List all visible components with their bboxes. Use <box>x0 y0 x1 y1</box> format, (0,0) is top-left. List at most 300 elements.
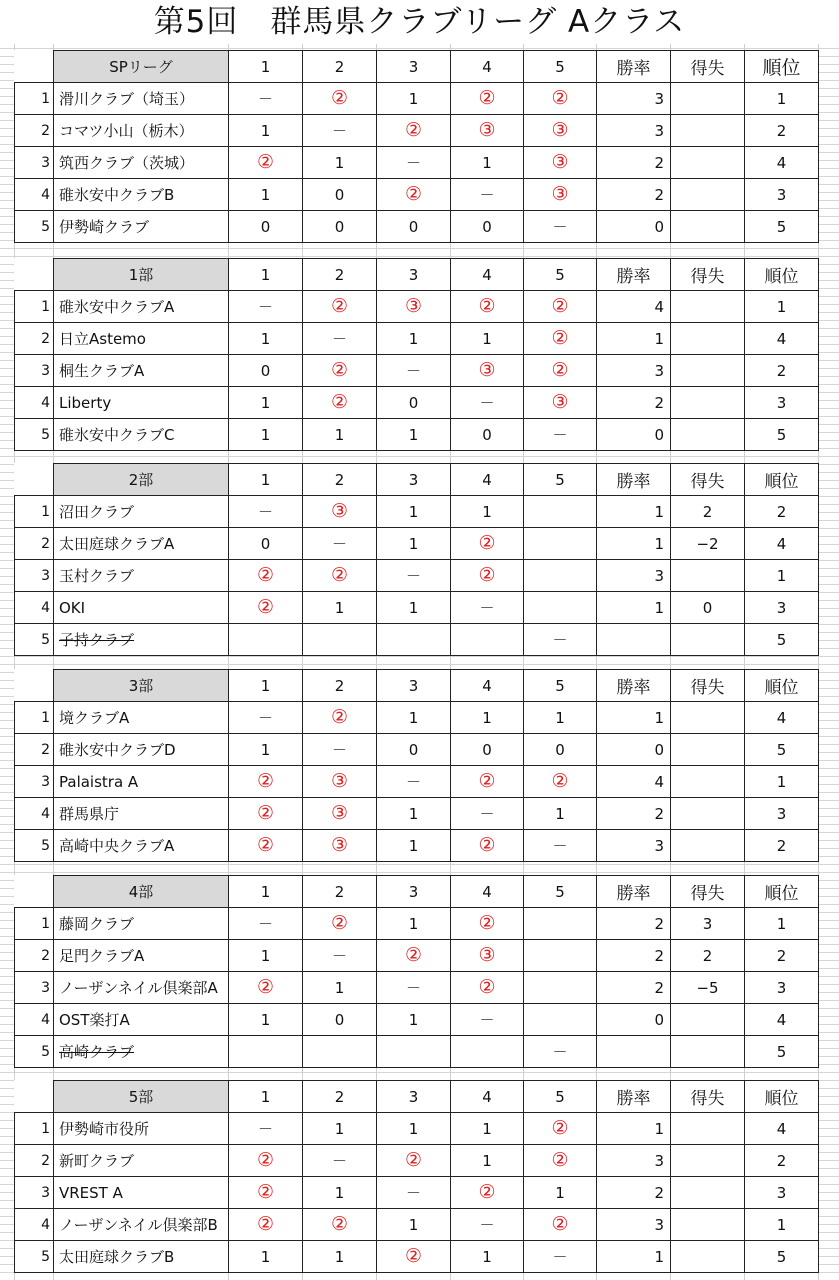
header-opponent-4: 4 <box>451 876 524 908</box>
match-result-value: ② <box>330 87 349 109</box>
score-diff <box>671 1113 745 1145</box>
row-number: 5 <box>15 211 54 243</box>
win-rate: 1 <box>597 496 671 528</box>
match-result <box>229 830 303 862</box>
match-result <box>229 1036 303 1068</box>
match-result <box>229 1113 303 1145</box>
match-result-value: 1 <box>408 914 419 933</box>
team-name <box>54 355 229 387</box>
score-diff <box>671 419 745 451</box>
rank: 1 <box>745 291 819 323</box>
match-result-value: 0 <box>408 393 419 412</box>
header-score-diff: 得失 <box>671 464 745 496</box>
match-result <box>451 940 524 972</box>
rank: 5 <box>745 734 819 766</box>
match-result-value: ② <box>478 976 496 998</box>
header-opponent-2: 2 <box>303 670 377 702</box>
team-name <box>54 830 229 862</box>
match-result <box>377 560 451 592</box>
table-row <box>15 798 819 830</box>
header-opponent-1: 1 <box>229 51 303 83</box>
match-result-value: － <box>257 709 273 727</box>
match-result-value: 0 <box>260 217 271 236</box>
header-rank: 順位 <box>745 876 819 908</box>
rank: 4 <box>745 147 819 179</box>
match-result-value: ② <box>256 151 275 173</box>
division-name: 5部 <box>54 1081 229 1113</box>
match-result-value: 1 <box>555 804 565 823</box>
match-result <box>451 496 524 528</box>
win-rate: 2 <box>597 908 671 940</box>
match-result-value: 0 <box>482 217 492 236</box>
header-blank-cell <box>15 51 54 83</box>
rank: 1 <box>745 1209 819 1241</box>
match-result-value: 1 <box>334 1247 345 1266</box>
rank: 2 <box>745 1145 819 1177</box>
team-name-text: 伊勢崎市役所 <box>59 1120 150 1138</box>
row-number: 3 <box>15 147 54 179</box>
team-name-withdrawn: 子持クラブ <box>59 631 135 649</box>
team-name-text: 碓氷安中クラブA <box>59 298 175 316</box>
header-opponent-3: 3 <box>377 670 451 702</box>
team-name <box>54 115 229 147</box>
match-result <box>303 972 377 1004</box>
score-diff <box>671 1145 745 1177</box>
match-result-value: 0 <box>334 1010 345 1029</box>
match-result-value: ③ <box>478 119 496 141</box>
match-result <box>229 1209 303 1241</box>
rank: 4 <box>745 1113 819 1145</box>
rank: 1 <box>745 83 819 115</box>
match-result <box>377 323 451 355</box>
row-number: 3 <box>15 355 54 387</box>
match-result <box>524 419 597 451</box>
match-result-value: 1 <box>334 425 345 444</box>
match-result <box>451 798 524 830</box>
match-result <box>524 83 597 115</box>
match-result-value: － <box>405 773 421 791</box>
row-number: 3 <box>15 1177 54 1209</box>
score-diff <box>671 830 745 862</box>
match-result <box>303 419 377 451</box>
win-rate: 3 <box>597 830 671 862</box>
match-result-value: － <box>552 1248 568 1266</box>
score-diff <box>671 560 745 592</box>
match-result <box>303 211 377 243</box>
match-result-value: ③ <box>404 295 423 317</box>
match-result <box>303 1004 377 1036</box>
header-win-rate: 勝率 <box>597 259 671 291</box>
win-rate: 1 <box>597 592 671 624</box>
match-result <box>377 940 451 972</box>
table-row <box>15 323 819 355</box>
match-result <box>524 592 597 624</box>
match-result <box>451 1004 524 1036</box>
team-name-text: 日立Astemo <box>59 330 146 348</box>
header-opponent-5: 5 <box>524 259 597 291</box>
match-result <box>229 387 303 419</box>
team-name-withdrawn: 高崎クラブ <box>59 1043 135 1061</box>
rank: 5 <box>745 1241 819 1273</box>
score-diff <box>671 624 745 656</box>
match-result <box>303 1113 377 1145</box>
team-name <box>54 496 229 528</box>
team-name <box>54 734 229 766</box>
team-name-text: 桐生クラブA <box>59 362 145 380</box>
match-result-value: ② <box>478 532 496 554</box>
match-result <box>524 972 597 1004</box>
team-name <box>54 1113 229 1145</box>
team-name <box>54 211 229 243</box>
team-name-text: 沼田クラブ <box>59 503 135 521</box>
row-number: 1 <box>15 291 54 323</box>
header-score-diff: 得失 <box>671 670 745 702</box>
header-row <box>15 670 819 702</box>
win-rate: 2 <box>597 147 671 179</box>
win-rate: 3 <box>597 560 671 592</box>
match-result <box>303 355 377 387</box>
match-result <box>229 528 303 560</box>
match-result <box>524 830 597 862</box>
match-result-value: ② <box>478 564 496 586</box>
table-row <box>15 179 819 211</box>
division-name: SPリーグ <box>54 51 229 83</box>
row-number: 1 <box>15 83 54 115</box>
match-result-value: 1 <box>260 185 271 204</box>
match-result-value: ② <box>256 802 275 824</box>
match-result <box>377 291 451 323</box>
header-opponent-4: 4 <box>451 670 524 702</box>
match-result <box>377 211 451 243</box>
match-result-value: ② <box>330 295 349 317</box>
match-result-value: 1 <box>408 534 419 553</box>
match-result <box>377 1241 451 1273</box>
match-result <box>377 355 451 387</box>
match-result-value: 1 <box>260 1010 271 1029</box>
win-rate: 0 <box>597 419 671 451</box>
match-result-value: 1 <box>408 804 419 823</box>
score-diff <box>671 291 745 323</box>
rank: 3 <box>745 387 819 419</box>
match-result <box>377 830 451 862</box>
rank: 4 <box>745 1004 819 1036</box>
header-score-diff: 得失 <box>671 259 745 291</box>
table-row <box>15 1145 819 1177</box>
team-name-text: 滑川クラブ（埼玉） <box>59 90 195 108</box>
match-result <box>229 1004 303 1036</box>
match-result <box>303 734 377 766</box>
header-blank-cell <box>15 876 54 908</box>
match-result-value: 1 <box>260 393 271 412</box>
header-rank: 順位 <box>745 670 819 702</box>
match-result-value: ② <box>478 87 496 109</box>
match-result-value: 1 <box>334 1183 345 1202</box>
score-diff <box>671 355 745 387</box>
match-result <box>303 528 377 560</box>
match-result <box>524 115 597 147</box>
match-result <box>229 1177 303 1209</box>
header-opponent-1: 1 <box>229 464 303 496</box>
match-result-value: 0 <box>334 185 345 204</box>
table-row <box>15 115 819 147</box>
match-result-value: ② <box>330 1213 349 1235</box>
match-result-value: 1 <box>408 1119 419 1138</box>
match-result <box>524 908 597 940</box>
match-result <box>377 115 451 147</box>
score-diff <box>671 1177 745 1209</box>
match-result-value: ② <box>256 596 275 618</box>
match-result-value: 1 <box>334 1119 345 1138</box>
header-opponent-4: 4 <box>451 464 524 496</box>
rank: 2 <box>745 115 819 147</box>
match-result-value: ② <box>478 295 496 317</box>
win-rate: 2 <box>597 972 671 1004</box>
win-rate <box>597 1036 671 1068</box>
match-result-value: ③ <box>330 770 349 792</box>
match-result <box>229 211 303 243</box>
match-result <box>303 1145 377 1177</box>
match-result <box>451 1145 524 1177</box>
team-name-text: 太田庭球クラブA <box>59 535 175 553</box>
team-name <box>54 624 229 656</box>
header-win-rate: 勝率 <box>597 1081 671 1113</box>
table-row <box>15 560 819 592</box>
match-result <box>303 147 377 179</box>
match-result <box>377 624 451 656</box>
match-result <box>229 1145 303 1177</box>
table-row <box>15 1036 819 1068</box>
rank: 5 <box>745 211 819 243</box>
row-number: 5 <box>15 1036 54 1068</box>
match-result-value: ③ <box>478 359 496 381</box>
match-result-value: ② <box>330 564 349 586</box>
match-result <box>303 560 377 592</box>
match-result-value: － <box>331 535 347 553</box>
match-result-value: 0 <box>260 361 271 380</box>
header-row <box>15 51 819 83</box>
match-result <box>451 419 524 451</box>
match-result <box>451 1241 524 1273</box>
team-name-text: ノーザンネイル倶楽部A <box>59 979 218 997</box>
match-result <box>451 702 524 734</box>
team-name <box>54 972 229 1004</box>
match-result <box>303 496 377 528</box>
score-diff <box>671 734 745 766</box>
table-row <box>15 83 819 115</box>
team-name <box>54 702 229 734</box>
match-result <box>377 147 451 179</box>
rank: 1 <box>745 766 819 798</box>
match-result <box>377 1177 451 1209</box>
header-rank: 順位 <box>745 1081 819 1113</box>
match-result <box>524 147 597 179</box>
match-result <box>229 147 303 179</box>
team-name <box>54 1209 229 1241</box>
match-result <box>303 766 377 798</box>
match-result <box>524 355 597 387</box>
win-rate: 3 <box>597 83 671 115</box>
match-result-value: － <box>552 1043 568 1061</box>
win-rate: 3 <box>597 355 671 387</box>
row-number: 3 <box>15 560 54 592</box>
division-table <box>14 1080 819 1273</box>
match-result-value: ② <box>256 1149 275 1171</box>
header-opponent-4: 4 <box>451 259 524 291</box>
match-result <box>377 179 451 211</box>
team-name-text: 筑西クラブ（茨城） <box>59 154 195 172</box>
match-result-value: 1 <box>482 1151 492 1170</box>
table-row <box>15 766 819 798</box>
division-table <box>14 50 819 243</box>
match-result-value: 1 <box>555 708 565 727</box>
score-diff <box>671 1241 745 1273</box>
team-name <box>54 528 229 560</box>
match-result-value: 0 <box>555 740 565 759</box>
header-score-diff: 得失 <box>671 876 745 908</box>
match-result <box>229 592 303 624</box>
match-result <box>524 1145 597 1177</box>
rank: 3 <box>745 972 819 1004</box>
match-result-value: ③ <box>551 183 569 205</box>
win-rate: 1 <box>597 528 671 560</box>
score-diff: −5 <box>671 972 745 1004</box>
team-name <box>54 908 229 940</box>
match-result <box>229 115 303 147</box>
score-diff <box>671 179 745 211</box>
match-result <box>229 734 303 766</box>
match-result-value: － <box>479 1011 495 1029</box>
match-result <box>451 355 524 387</box>
match-result-value: － <box>331 122 347 140</box>
table-row <box>15 1209 819 1241</box>
team-name-text: 藤岡クラブ <box>59 915 135 933</box>
match-result-value: ② <box>551 87 569 109</box>
team-name <box>54 83 229 115</box>
match-result <box>451 387 524 419</box>
win-rate: 2 <box>597 387 671 419</box>
rank: 3 <box>745 592 819 624</box>
row-number: 2 <box>15 940 54 972</box>
team-name <box>54 291 229 323</box>
win-rate: 0 <box>597 734 671 766</box>
match-result-value: － <box>479 394 495 412</box>
match-result-value: ② <box>478 770 496 792</box>
row-number: 2 <box>15 115 54 147</box>
table-row <box>15 291 819 323</box>
match-result-value: 1 <box>555 1183 565 1202</box>
division-name: 2部 <box>54 464 229 496</box>
match-result-value: ③ <box>330 500 349 522</box>
table-row <box>15 419 819 451</box>
team-name <box>54 419 229 451</box>
score-diff <box>671 766 745 798</box>
match-result-value: ② <box>551 1213 569 1235</box>
team-name-text: OKI <box>59 598 86 617</box>
match-result <box>524 387 597 419</box>
rank: 5 <box>745 624 819 656</box>
team-name-text: Liberty <box>59 393 112 412</box>
rank: 4 <box>745 528 819 560</box>
row-number: 1 <box>15 702 54 734</box>
team-name-text: 群馬県庁 <box>59 805 120 823</box>
match-result-value: ② <box>330 391 349 413</box>
match-result-value: － <box>405 1184 421 1202</box>
header-row <box>15 464 819 496</box>
table-row <box>15 387 819 419</box>
win-rate: 1 <box>597 1113 671 1145</box>
row-number: 1 <box>15 908 54 940</box>
row-number: 5 <box>15 419 54 451</box>
match-result <box>303 1177 377 1209</box>
header-rank: 順位 <box>745 51 819 83</box>
score-diff: 3 <box>671 908 745 940</box>
match-result-value: ③ <box>478 944 496 966</box>
match-result <box>229 940 303 972</box>
win-rate: 2 <box>597 179 671 211</box>
match-result <box>377 908 451 940</box>
team-name-text: 玉村クラブ <box>59 567 135 585</box>
header-opponent-3: 3 <box>377 464 451 496</box>
rank: 1 <box>745 908 819 940</box>
row-number: 4 <box>15 798 54 830</box>
match-result <box>303 83 377 115</box>
match-result-value: － <box>552 837 568 855</box>
match-result-value: ② <box>551 359 569 381</box>
match-result <box>451 972 524 1004</box>
win-rate <box>597 624 671 656</box>
match-result <box>451 592 524 624</box>
rank: 4 <box>745 702 819 734</box>
table-row <box>15 1004 819 1036</box>
row-number: 5 <box>15 624 54 656</box>
match-result <box>229 766 303 798</box>
match-result <box>524 179 597 211</box>
score-diff <box>671 1209 745 1241</box>
match-result <box>451 147 524 179</box>
match-result <box>451 211 524 243</box>
division-table <box>14 669 819 862</box>
match-result <box>229 496 303 528</box>
win-rate: 0 <box>597 1004 671 1036</box>
match-result-value: － <box>257 90 273 108</box>
team-name-text: 碓氷安中クラブD <box>59 741 176 759</box>
match-result-value: 1 <box>260 121 271 140</box>
match-result-value: 0 <box>408 217 419 236</box>
team-name <box>54 179 229 211</box>
table-row <box>15 734 819 766</box>
match-result-value: 0 <box>334 217 345 236</box>
match-result <box>451 734 524 766</box>
score-diff <box>671 147 745 179</box>
match-result-value: 1 <box>260 740 271 759</box>
header-win-rate: 勝率 <box>597 876 671 908</box>
match-result-value: － <box>331 947 347 965</box>
win-rate: 2 <box>597 798 671 830</box>
header-opponent-3: 3 <box>377 1081 451 1113</box>
match-result-value: ② <box>256 1213 275 1235</box>
header-opponent-1: 1 <box>229 259 303 291</box>
match-result-value: ② <box>256 834 275 856</box>
row-number: 4 <box>15 592 54 624</box>
score-diff <box>671 83 745 115</box>
team-name <box>54 387 229 419</box>
match-result-value: ② <box>551 1117 569 1139</box>
table-row <box>15 211 819 243</box>
match-result-value: 1 <box>482 153 492 172</box>
score-diff <box>671 702 745 734</box>
table-row <box>15 972 819 1004</box>
match-result <box>524 528 597 560</box>
